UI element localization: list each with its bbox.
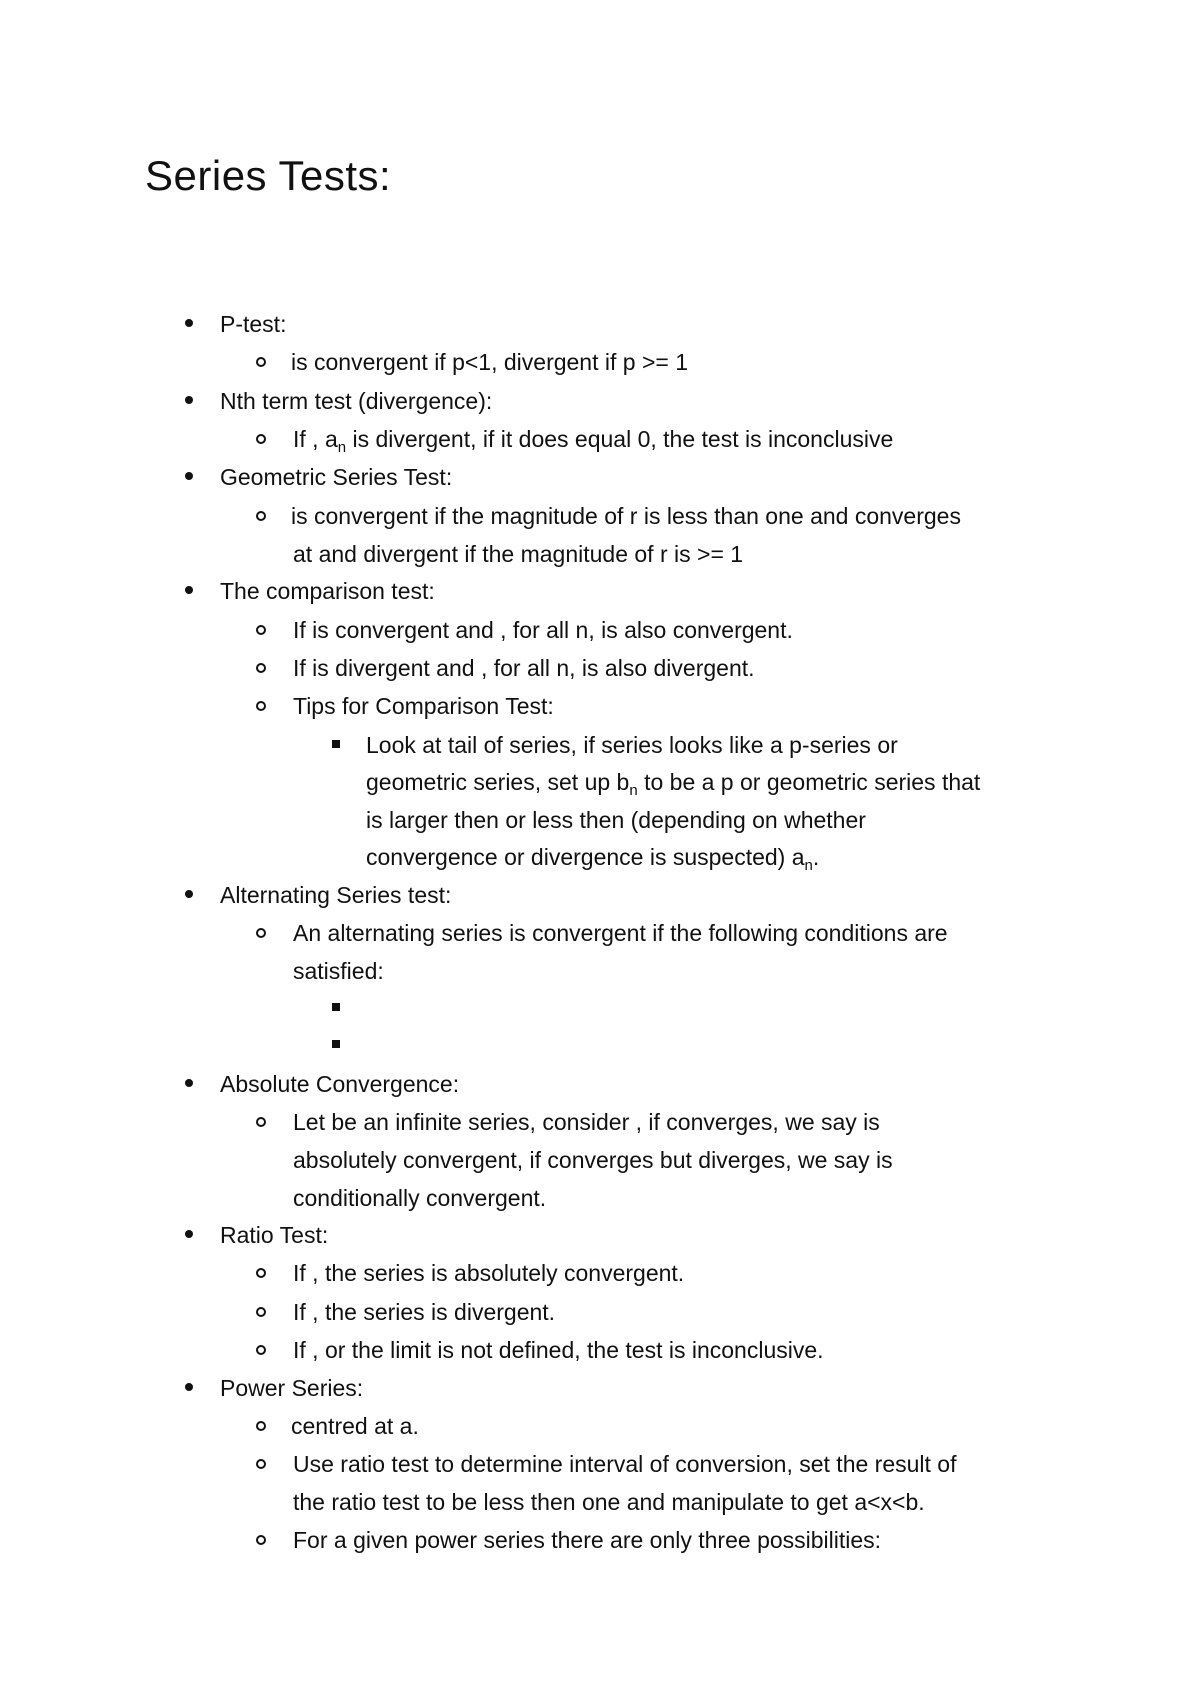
ratio-item: If , or the limit is not defined, the test is inconclusive.: [293, 1337, 824, 1363]
section-heading-geometric: Geometric Series Test:: [220, 464, 453, 490]
section-heading-nth: Nth term test (divergence):: [220, 388, 493, 414]
circle-bullet-icon: [256, 663, 266, 673]
nth-item-text: If , a: [293, 426, 338, 452]
circle-bullet-icon: [256, 625, 266, 635]
power-item-line: the ratio test to be less then one and manipulate to get a<x<b.: [293, 1489, 925, 1515]
tip-text: convergence or divergence is suspected) a: [366, 844, 805, 870]
circle-bullet-icon: [256, 1535, 266, 1545]
bullet-icon: [185, 1383, 193, 1391]
tip-text: geometric series, set up b: [366, 769, 630, 795]
circle-bullet-icon: [256, 1421, 266, 1431]
absolute-item-line: conditionally convergent.: [293, 1185, 547, 1211]
tip-text: .: [812, 844, 820, 870]
bullet-icon: [185, 319, 193, 327]
ratio-item: If , the series is divergent.: [293, 1299, 556, 1325]
square-bullet-icon: [332, 1003, 340, 1011]
square-bullet-icon: [332, 740, 340, 748]
nth-item-text: is divergent, if it does equal 0, the test is inconclusive: [346, 426, 894, 452]
circle-bullet-icon: [256, 434, 266, 444]
ptest-item: is convergent if p<1, divergent if p >= 1: [291, 349, 688, 375]
power-item: centred at a.: [291, 1413, 419, 1439]
ratio-item: If , the series is absolutely convergent.: [293, 1260, 685, 1286]
comparison-tip-line: [366, 842, 819, 872]
comparison-tip-line: [366, 767, 980, 797]
bullet-icon: [185, 890, 193, 898]
bullet-icon: [185, 472, 193, 480]
circle-bullet-icon: [256, 701, 266, 711]
circle-bullet-icon: [256, 357, 266, 367]
subscript: n: [629, 782, 638, 799]
alternating-item-line: An alternating series is convergent if the following conditions are: [293, 920, 948, 946]
square-bullet-icon: [332, 1040, 340, 1048]
circle-bullet-icon: [256, 511, 266, 521]
comparison-item: If is convergent and , for all n, is also convergent.: [293, 617, 793, 643]
power-item: For a given power series there are only three possibilities:: [293, 1527, 882, 1553]
section-heading-power: Power Series:: [220, 1375, 364, 1401]
comparison-tip-line: Look at tail of series, if series looks like a p-series or: [366, 732, 898, 758]
power-item-line: Use ratio test to determine interval of conversion, set the result of: [293, 1451, 957, 1477]
circle-bullet-icon: [256, 1268, 266, 1278]
section-heading-alternating: Alternating Series test:: [220, 882, 452, 908]
section-heading-ptest: P-test:: [220, 311, 287, 337]
tip-text: to be a p or geometric series that: [637, 769, 981, 795]
circle-bullet-icon: [256, 1345, 266, 1355]
absolute-item-line: absolutely convergent, if converges but diverges, we say is: [293, 1147, 893, 1173]
section-heading-absolute: Absolute Convergence:: [220, 1071, 460, 1097]
circle-bullet-icon: [256, 928, 266, 938]
subscript: n: [337, 439, 347, 456]
circle-bullet-icon: [256, 1307, 266, 1317]
page-title: Series Tests:: [145, 152, 392, 199]
comparison-item: If is divergent and , for all n, is also divergent.: [293, 655, 755, 681]
nth-item: [293, 424, 893, 454]
geometric-item-line: is convergent if the magnitude of r is less than one and converges: [291, 503, 961, 529]
absolute-item-line: Let be an infinite series, consider , if converges, we say is: [293, 1109, 880, 1135]
subscript: n: [804, 857, 813, 874]
section-heading-comparison: The comparison test:: [220, 578, 435, 604]
geometric-item-line: at and divergent if the magnitude of r is >= 1: [293, 541, 744, 567]
bullet-icon: [185, 1230, 193, 1238]
comparison-item: Tips for Comparison Test:: [293, 693, 554, 719]
comparison-tip-line: is larger then or less then (depending on whether: [366, 807, 866, 833]
section-heading-ratio: Ratio Test:: [220, 1222, 329, 1248]
bullet-icon: [185, 1079, 193, 1087]
circle-bullet-icon: [256, 1459, 266, 1469]
bullet-icon: [185, 396, 193, 404]
alternating-item-line: satisfied:: [293, 958, 384, 984]
circle-bullet-icon: [256, 1117, 266, 1127]
bullet-icon: [185, 586, 193, 594]
